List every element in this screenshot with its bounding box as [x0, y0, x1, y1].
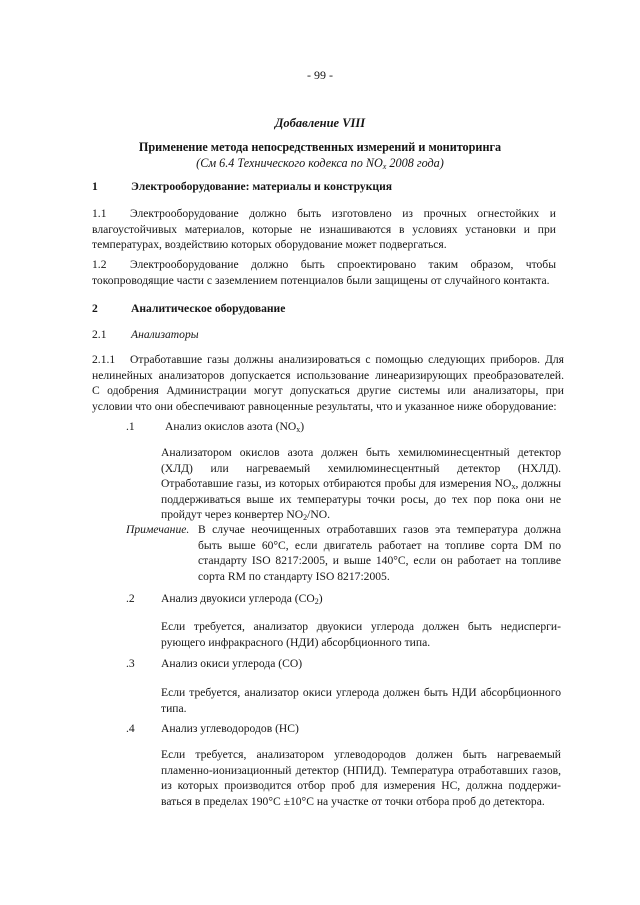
- item-4-line: Если требуется, анализатором углеводородов должен быть нагреваемый: [161, 748, 561, 761]
- subtitle-subscript: x: [382, 162, 387, 171]
- subtitle-text-end: 2008 года): [386, 156, 444, 170]
- section-2-number: 2: [92, 302, 98, 315]
- item-1-line: [161, 476, 561, 492]
- para-1-2-line: токопроводящие части с заземлением потенциалов были защищены от случайного контакта.: [92, 273, 550, 287]
- item-3-line: Если требуется, анализатор окиси углерода должен быть НДИ абсорбционного: [161, 686, 561, 699]
- section-1-heading: Электрооборудование: материалы и конструкция: [131, 180, 393, 193]
- item-1-line: (ХЛД) или нагреваемый хемилюминесцентный детектор (НХЛД).: [161, 461, 561, 475]
- item-2-title: [161, 591, 323, 607]
- note-line: стандарту ISO 8217:2005, и выше 140°C, если он работает на топливе: [198, 554, 561, 568]
- item-2-title-text-end: ): [318, 592, 323, 605]
- para-2-1-1-line: нелинейных анализаторов допускается использование линеаризирующих преобразователей.: [92, 368, 564, 382]
- item-1-title-text: Анализ окислов азота (NO: [165, 420, 297, 433]
- note-line: сорта RM по стандарту ISO 8217:2005.: [198, 569, 390, 583]
- item-3-number: .3: [126, 657, 135, 670]
- item-1-line-text: пройдут через конвертер NO: [161, 508, 304, 522]
- para-2-1-1-line: условии что они обеспечивают равноценные результаты, что и указанное ниже оборудование:: [92, 399, 557, 413]
- para-2-1-1-number: 2.1.1: [92, 353, 116, 366]
- document-subtitle: [0, 155, 640, 171]
- para-1-1-number: 1.1: [92, 207, 107, 220]
- item-2-title-text: Анализ двуокиси углерода (CO: [161, 592, 315, 605]
- item-1-body: [161, 445, 561, 523]
- page-number: - 99 -: [307, 68, 333, 82]
- item-2-number: .2: [126, 592, 135, 605]
- para-1-1: [92, 206, 556, 253]
- item-1-number: .1: [126, 420, 135, 433]
- item-4-line: пламенно-ионизационный детектор (НПИД). Температура отработавших газов,: [161, 763, 561, 777]
- item-2-body: [161, 619, 561, 650]
- item-2-title-subscript: 2: [314, 597, 319, 606]
- item-3-body: [161, 685, 561, 716]
- para-1-1-line: Электрооборудование должно быть изготовлено из прочных огнестойких и: [130, 207, 556, 220]
- note-body: [198, 522, 561, 584]
- item-4-title: Анализ углеводородов (HC): [161, 722, 299, 735]
- item-1-line-text: Отработавшие газы, из которых отбираются пробы для измерения NO: [161, 477, 512, 491]
- para-1-2-number: 1.2: [92, 258, 107, 271]
- subsection-2-1-heading: Анализаторы: [131, 328, 199, 341]
- item-4-line: ваться в пределах 190°C ±10°C на участке от точки отбора проб до детектора.: [161, 794, 545, 808]
- document-title-block: [0, 139, 640, 171]
- note-line: В случае неочищенных отработавших газов эта температура должна: [198, 523, 561, 536]
- item-1-line: Анализатором окислов азота должен быть хемилюминесцентный детектор: [161, 446, 561, 459]
- item-1-title: [165, 419, 304, 435]
- para-1-2-line: Электрооборудование должно быть спроектировано таким образом, чтобы: [130, 258, 556, 271]
- note-label: Примечание.: [126, 523, 190, 536]
- item-1-line: поддерживаться выше их температуры точки росы, до тех пор пока они не: [161, 492, 561, 506]
- item-3-title: Анализ окиси углерода (CO): [161, 657, 303, 670]
- document-title: Применение метода непосредственных измерений и мониторинга: [138, 140, 502, 154]
- item-1-line-subscript: x: [511, 482, 516, 492]
- para-1-1-line: температурах, воздействию которых оборудование может подвергаться.: [92, 238, 447, 252]
- subsection-2-1-number: 2.1: [92, 328, 107, 341]
- note-line: быть выше 60°C, если двигатель работает на топливе сорта DM по: [198, 538, 561, 552]
- para-2-1-1: [92, 352, 564, 414]
- item-1-line-subscript: 2: [303, 513, 308, 523]
- item-2-line: рующего инфракрасного (НДИ) абсорбционного типа.: [161, 635, 431, 649]
- para-1-1-line: влагоустойчивых материалов, которые не изнашиваются в условиях установки и при: [92, 222, 556, 236]
- item-1-line: [161, 507, 561, 523]
- item-1-line-text-end: /NO.: [307, 508, 330, 522]
- para-2-1-1-line: Отработавшие газы должны анализироваться с помощью следующих приборов. Для: [130, 353, 564, 366]
- item-3-line: типа.: [161, 701, 187, 715]
- item-4-body: [161, 747, 561, 809]
- section-2-heading: Аналитическое оборудование: [131, 302, 286, 315]
- item-2-line: Если требуется, анализатор двуокиси углерода должен быть недисперги-: [161, 620, 561, 633]
- appendix-title: Добавление VIII: [274, 116, 366, 130]
- item-4-line: из которых производится отбор проб для измерения HC, должна поддержи-: [161, 779, 561, 793]
- para-1-2: [92, 257, 556, 288]
- para-2-1-1-line: С одобрения Администрации могут допускаться другие системы или анализаторы, при: [92, 384, 564, 398]
- section-1-number: 1: [92, 180, 98, 193]
- item-4-number: .4: [126, 722, 135, 735]
- item-1-line-text-end: , должны: [515, 477, 561, 491]
- subtitle-text: (См 6.4 Технического кодекса по NO: [196, 156, 383, 170]
- item-1-title-subscript: x: [296, 425, 301, 434]
- item-1-title-text-end: ): [300, 420, 305, 433]
